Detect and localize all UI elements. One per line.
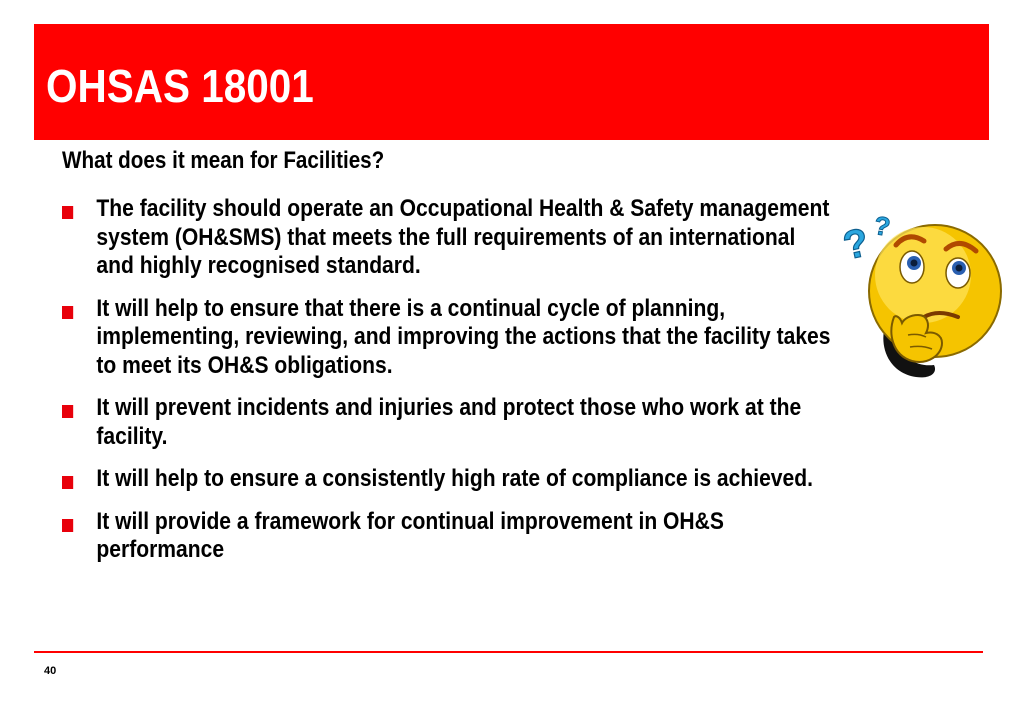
bullet-text: It will prevent incidents and injuries and protect those who work at the facility. — [96, 394, 802, 450]
bullet-item — [62, 394, 836, 451]
square-bullet-icon — [62, 476, 73, 489]
bullet-item — [62, 195, 836, 281]
question-mark-icon: ? — [839, 220, 873, 269]
thinking-face-icon — [838, 205, 1008, 385]
bullet-item — [62, 295, 836, 381]
bullet-text: It will help to ensure a consistently high rate of compliance is achieved. — [96, 465, 813, 492]
page-number: 40 — [44, 665, 57, 677]
slide-subtitle: What does it mean for Facilities? — [62, 147, 385, 174]
square-bullet-icon — [62, 405, 73, 418]
slide-title: OHSAS 18001 — [46, 60, 314, 112]
square-bullet-icon — [62, 519, 73, 532]
bullet-text: It will provide a framework for continual improvement in OH&S performance — [96, 507, 724, 563]
bullet-item — [62, 508, 836, 565]
square-bullet-icon — [62, 306, 73, 319]
bullet-list — [62, 195, 836, 579]
bullet-text: The facility should operate an Occupational Health & Safety management system (OH&SMS) that meets the full requirements of an international and highly recognised standard. — [96, 195, 830, 279]
bottom-divider — [34, 651, 983, 653]
bullet-text: It will help to ensure that there is a continual cycle of planning, implementing, reviewing, and improving the actions that the facility takes to meet its OH&S obligations. — [96, 294, 831, 379]
question-mark-icon: ? — [871, 209, 893, 243]
bullet-item — [62, 465, 836, 494]
square-bullet-icon — [62, 206, 73, 219]
